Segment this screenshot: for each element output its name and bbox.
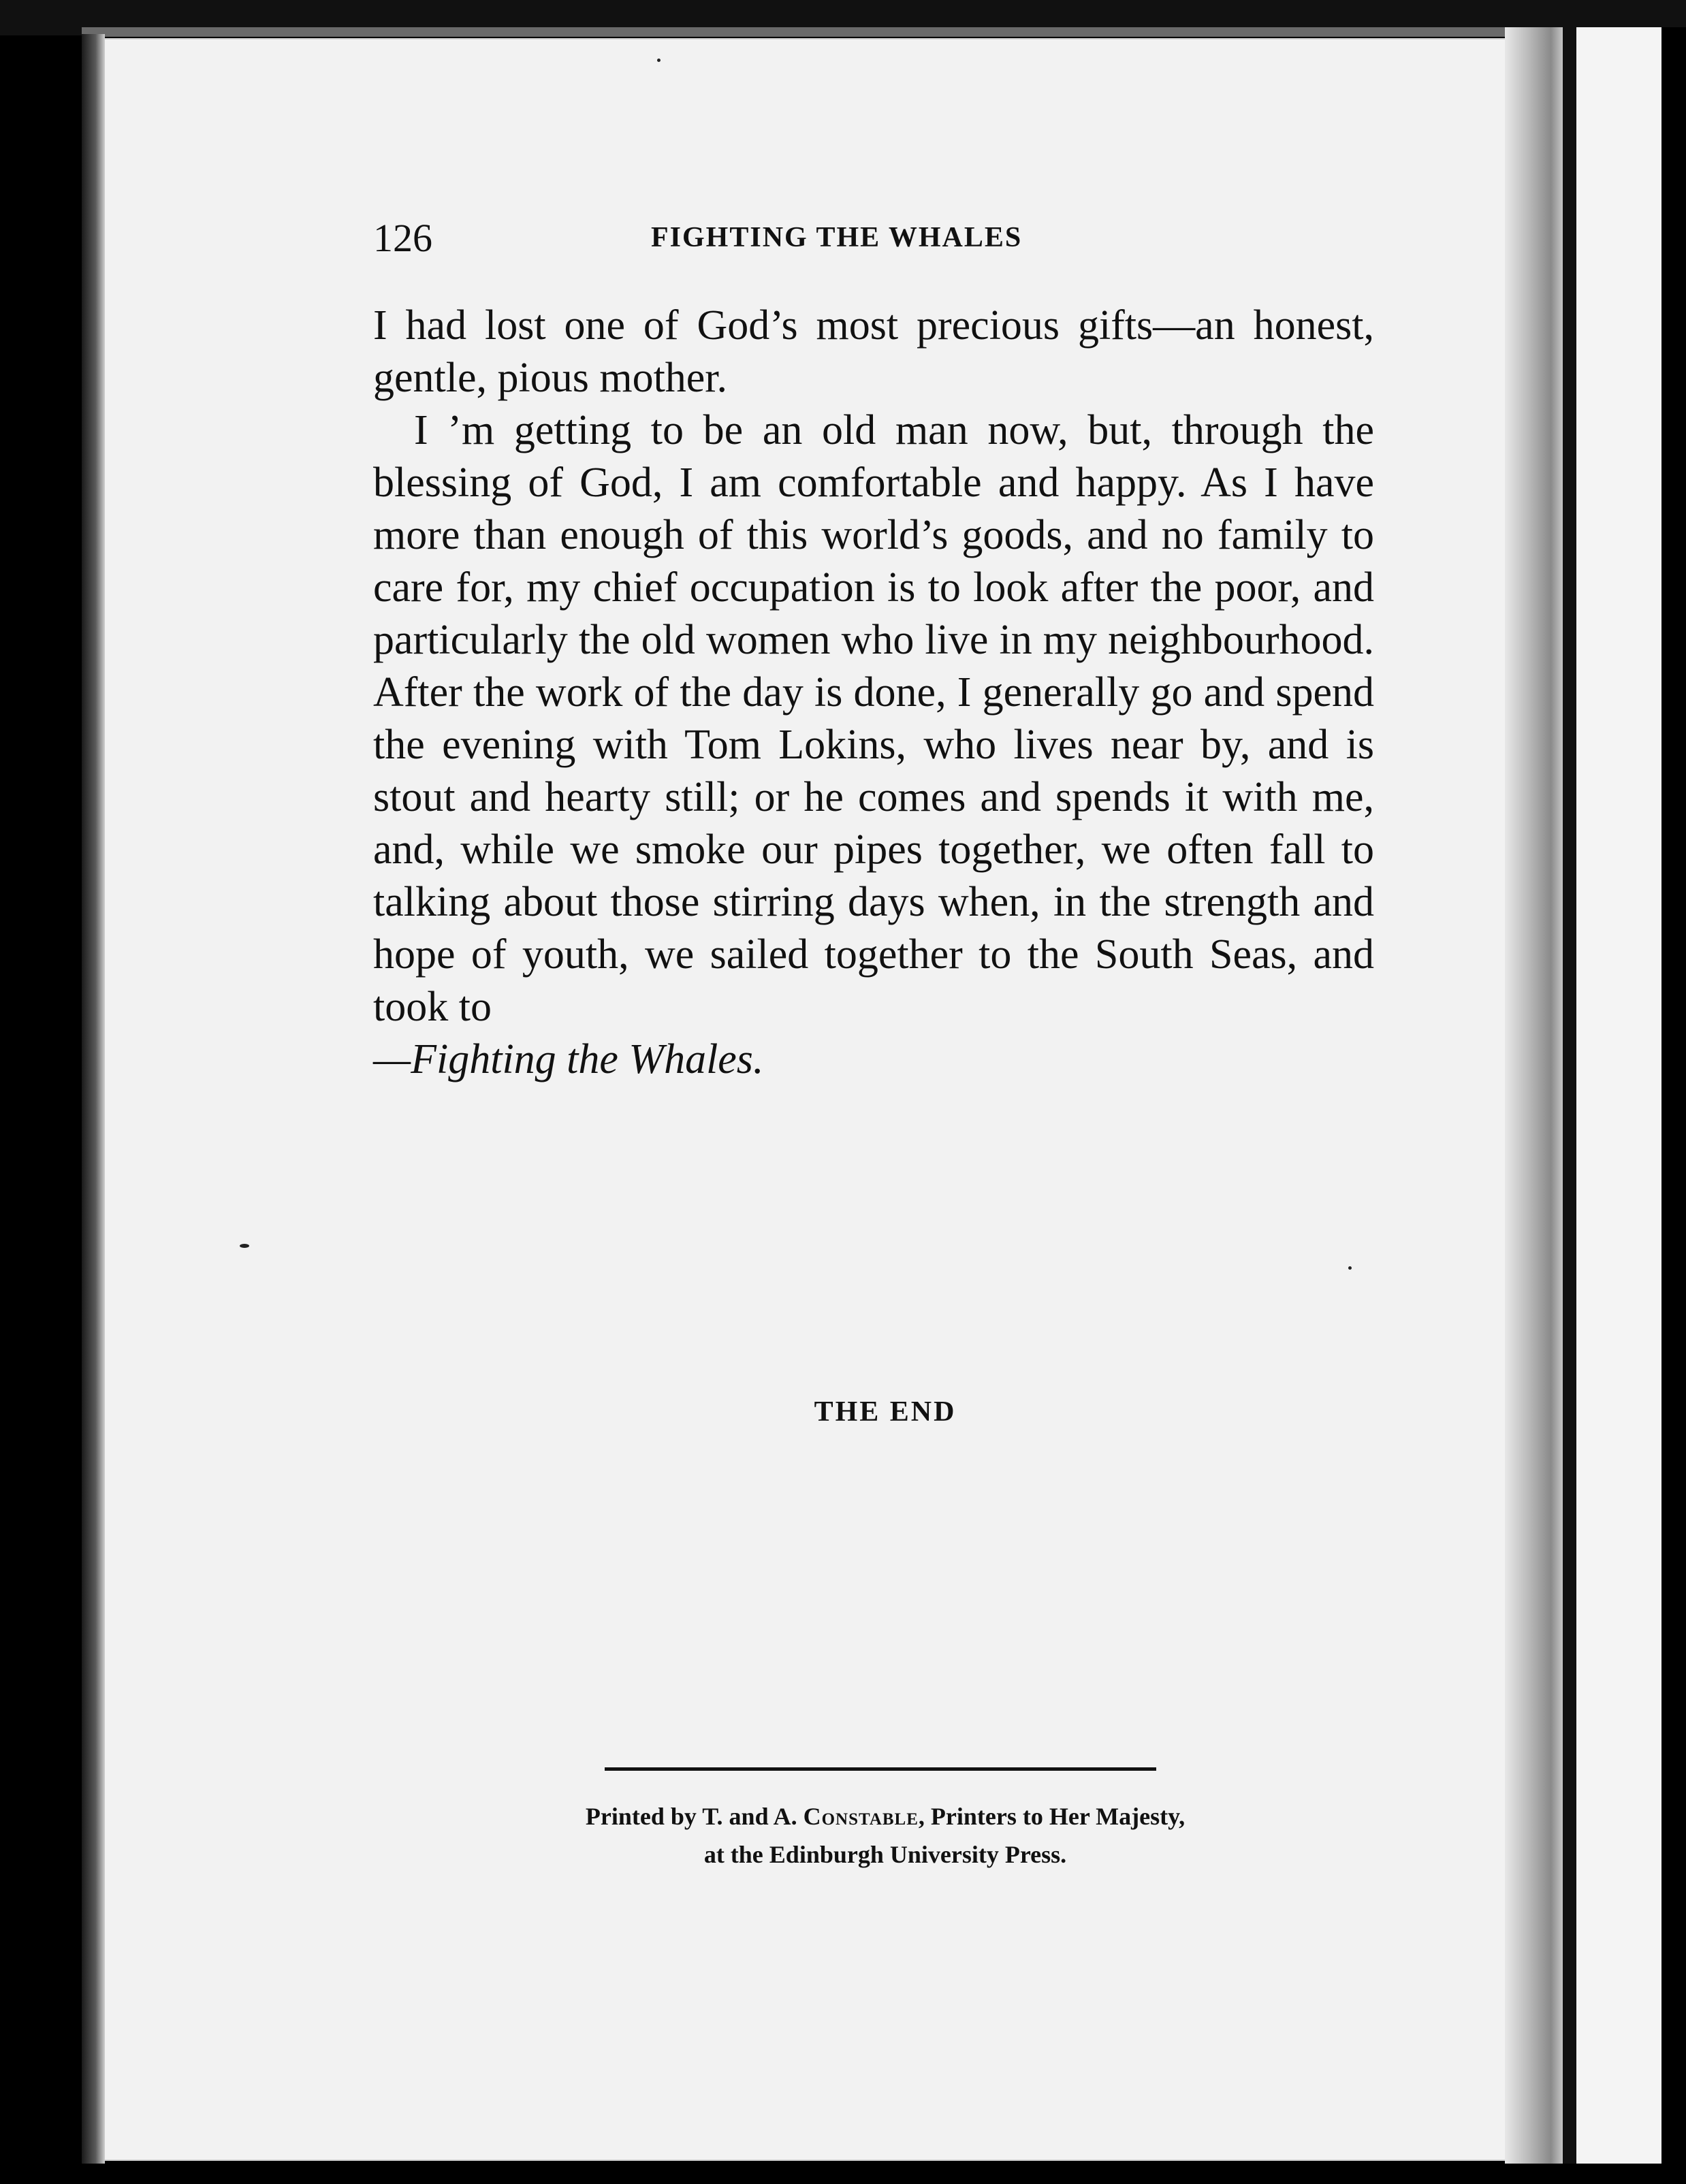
printer-name: Constable bbox=[803, 1803, 919, 1830]
ink-speck bbox=[240, 1244, 249, 1248]
ink-speck bbox=[657, 59, 661, 62]
ink-speck bbox=[1348, 1266, 1352, 1270]
horizontal-rule bbox=[605, 1767, 1156, 1771]
running-head bbox=[373, 214, 1374, 262]
printer-colophon bbox=[0, 1797, 1686, 1874]
page-top-edge bbox=[82, 27, 1580, 37]
the-end-heading bbox=[0, 1396, 1686, 1428]
paragraph: I had lost one of God’s most precious gifts—an honest, gentle, pious mother. bbox=[373, 302, 1374, 401]
page-number: 126 bbox=[373, 216, 432, 260]
paragraph bbox=[373, 404, 1374, 1086]
closing-line: —Fighting the Whales. bbox=[373, 1036, 764, 1082]
colophon-line-1 bbox=[42, 1797, 1686, 1835]
scan-bottom-border bbox=[0, 2164, 1686, 2184]
colophon-line-2: at the Edinburgh University Press. bbox=[703, 1841, 1067, 1868]
body-text bbox=[373, 300, 1374, 1086]
paragraph-text: I ’m getting to be an old man now, but, through the blessing of God, I am comfortable and happy. As I have more than enough of this world’s goods, and no family to care for, my chief occupation is to look after the poor, and particularly the old women who live in my neighbourhood. After the work of the day is done, I generally go and spend the evening with Tom Lokins, who lives near by, and is stout and hearty still; or he comes and spends it with me, and, while we smoke our pipes together, we often fall to talking about those stirring days when, in the strength and hope of youth, we sailed together to the South Seas, and took to bbox=[373, 407, 1374, 1030]
colophon-prefix: Printed by T. and A. bbox=[585, 1803, 804, 1830]
running-title: FIGHTING THE WHALES bbox=[651, 222, 1023, 253]
the-end-text: THE END bbox=[814, 1396, 957, 1428]
colophon-suffix: , Printers to Her Majesty, bbox=[918, 1803, 1186, 1830]
